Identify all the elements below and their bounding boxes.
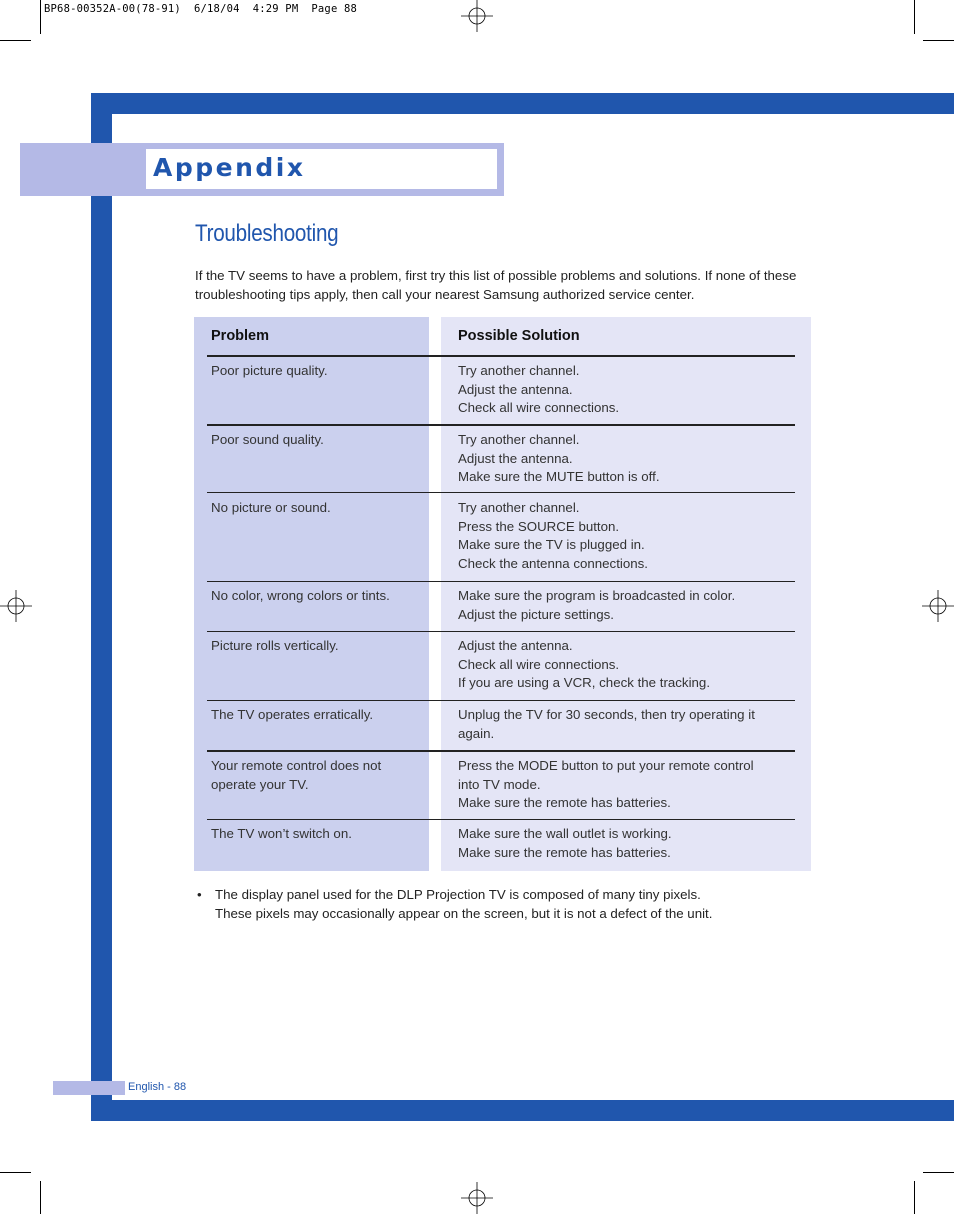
solution-cell: Make sure the remote has batteries. (458, 795, 671, 811)
table-row-divider (207, 355, 795, 357)
printer-slug: BP68-00352A-00(78-91) 6/18/04 4:29 PM Page 88 (44, 3, 358, 15)
table-row-divider (207, 492, 795, 493)
solution-cell: Try another channel. (458, 363, 580, 378)
solution-cell: Make sure the remote has batteries. (458, 844, 671, 860)
solution-cell: Make sure the program is broadcasted in color. (458, 588, 736, 603)
registration-mark-icon (461, 0, 493, 32)
registration-mark-icon (461, 1182, 493, 1214)
solution-cell: again. (458, 725, 495, 741)
solution-cell: Make sure the wall outlet is working. (458, 826, 672, 841)
frame-band-top (91, 93, 954, 114)
problem-cell: No color, wrong colors or tints. (211, 588, 390, 603)
crop-mark (914, 1181, 915, 1214)
problem-cell: operate your TV. (211, 776, 309, 792)
table-row-divider (207, 581, 795, 582)
solution-cell: Make sure the TV is plugged in. (458, 537, 645, 553)
solution-cell: into TV mode. (458, 776, 541, 792)
crop-mark (40, 0, 41, 34)
note-line: These pixels may occasionally appear on the screen, but it is not a defect of the unit. (215, 906, 713, 921)
crop-mark (923, 1172, 954, 1173)
problem-cell: Your remote control does not (211, 758, 382, 773)
registration-mark-icon (922, 590, 954, 622)
crop-mark (0, 1172, 31, 1173)
crop-mark (0, 40, 31, 41)
problem-cell: The TV operates erratically. (211, 707, 374, 722)
appendix-title: Appendix (153, 153, 306, 182)
section-title: Troubleshooting (195, 220, 339, 247)
solution-cell: Press the MODE button to put your remote control (458, 758, 754, 773)
solution-cell: Check all wire connections. (458, 656, 620, 672)
crop-mark (914, 0, 915, 34)
frame-band-left (91, 93, 112, 1121)
table-row-divider (207, 424, 795, 426)
header-solution: Possible Solution (458, 328, 580, 344)
solution-cell: Adjust the antenna. (458, 638, 573, 653)
frame-band-bottom (91, 1100, 954, 1121)
note-text (215, 885, 815, 923)
footer-bar (53, 1081, 125, 1095)
solution-cell: Try another channel. (458, 432, 580, 447)
note-line: The display panel used for the DLP Projection TV is composed of many tiny pixels. (215, 887, 701, 902)
solution-cell: Adjust the antenna. (458, 381, 573, 397)
solution-cell: Press the SOURCE button. (458, 518, 620, 534)
header-problem: Problem (211, 328, 270, 344)
problem-cell: Picture rolls vertically. (211, 638, 339, 653)
table-row-divider (207, 819, 795, 820)
problem-cell: No picture or sound. (211, 500, 331, 515)
solution-cell: Check the antenna connections. (458, 556, 648, 572)
solution-cell: Check all wire connections. (458, 400, 620, 416)
solution-cell: Unplug the TV for 30 seconds, then try operating it (458, 707, 755, 722)
solution-cell: If you are using a VCR, check the tracking. (458, 675, 711, 691)
table-row-divider (207, 631, 795, 632)
solution-cell: Try another channel. (458, 500, 580, 515)
problem-cell: Poor picture quality. (211, 363, 328, 378)
bullet-icon: • (197, 887, 202, 902)
registration-mark-icon (0, 590, 32, 622)
problem-cell: Poor sound quality. (211, 432, 324, 447)
table-row-divider (207, 750, 795, 752)
intro-paragraph: If the TV seems to have a problem, first try this list of possible problems and solutions. If none of these troubleshooting tips apply, then call your nearest Samsung authorized service center. (195, 268, 797, 302)
table-row-divider (207, 700, 795, 701)
solution-cell: Adjust the picture settings. (458, 606, 614, 622)
solution-cell: Adjust the antenna. (458, 450, 573, 466)
solution-cell: Make sure the MUTE button is off. (458, 469, 660, 485)
problem-cell: The TV won’t switch on. (211, 826, 352, 841)
page-number: English - 88 (128, 1081, 187, 1093)
crop-mark (40, 1181, 41, 1214)
crop-mark (923, 40, 954, 41)
